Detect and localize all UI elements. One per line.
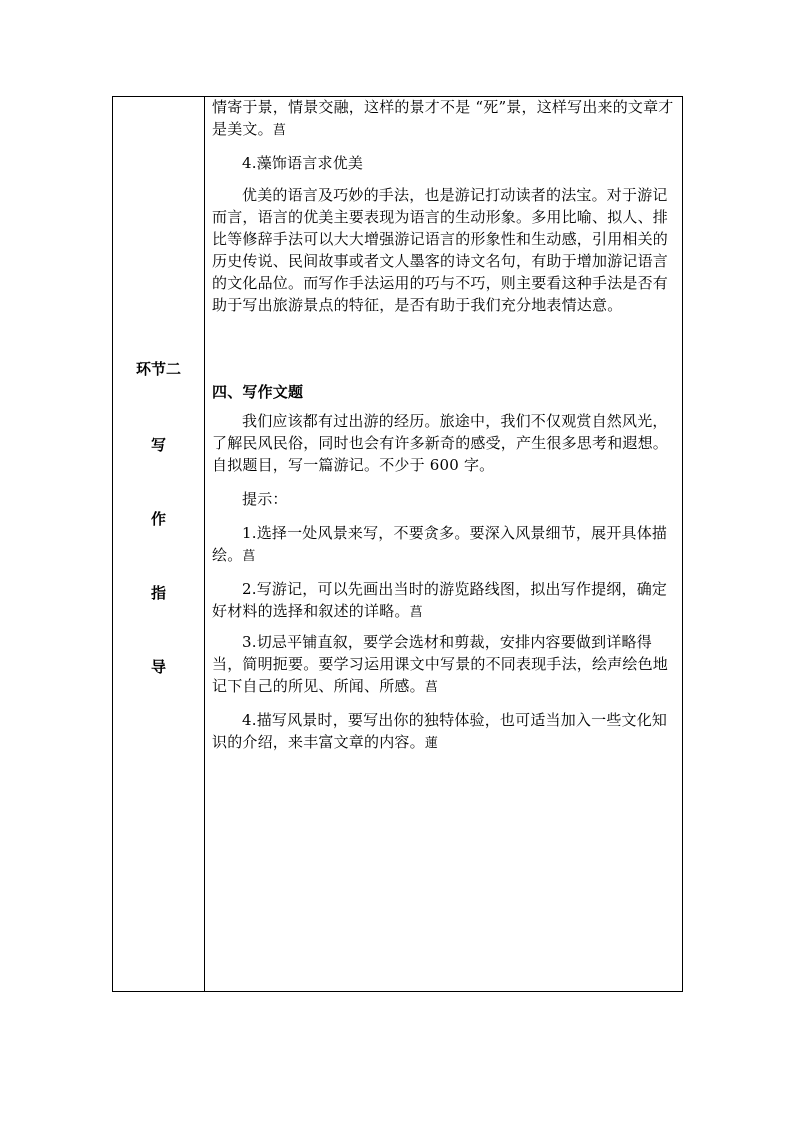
section-heading: 四、写作文题 — [212, 383, 304, 401]
paragraph-continuation: 情寄于景，情景交融，这样的景才不是 “死”景，这样写出来的文章才是美文。菖 — [212, 98, 674, 138]
vertical-char-2: 作 — [150, 510, 166, 528]
stray-mark: 菖 — [272, 123, 287, 138]
lesson-table — [112, 96, 683, 992]
tip-3: 3.切忌平铺直叙，要学会选材和剪裁，安排内容要做到详略得当，简明扼要。要学习运用课文中写景的不同表现手法，绘声绘色地记下自己的所见、所闻、所感。菖 — [212, 633, 669, 695]
tip-1: 1.选择一处风景来写，不要贪多。要深入风景细节，展开具体描绘。菖 — [212, 524, 668, 564]
vertical-char-1: 写 — [150, 436, 166, 454]
vertical-char-4: 导 — [150, 658, 166, 676]
vertical-char-3: 指 — [150, 584, 166, 602]
stray-mark: 蓮 — [424, 736, 439, 751]
stray-mark: 菖 — [424, 680, 439, 695]
paragraph-language: 优美的语言及巧妙的手法，也是游记打动读者的法宝。对于游记而言，语言的优美主要表现为语言的生动形象。多用比喻、拟人、排比等修辞手法可以大大增强游记语言的形象性和生动感，引用相关的历史传说、民间故事或者文人墨客的诗文名句，有助于增加游记语言的文化品位。而写作手法运用的巧与不巧，则主要看这种手法是否有助于写出旅游景点的特征，是否有助于我们充分地表情达意。 — [212, 186, 669, 314]
paragraph-prompt: 我们应该都有过出游的经历。旅途中，我们不仅观赏自然风光，了解民风民俗，同时也会有许多新奇的感受，产生很多思考和遐想。自拟题目，写一篇游记。不少于 600 字。 — [212, 412, 669, 474]
tip-2: 2.写游记，可以先画出当时的游览路线图，拟出写作提纲，确定好材料的选择和叙述的详略。菖 — [212, 580, 668, 620]
left-column — [113, 97, 205, 992]
stray-mark: 菖 — [242, 549, 256, 564]
tip-4: 4.描写风景时，要写出你的独特体验，也可适当加入一些文化知识的介绍，来丰富文章的内容。蓮 — [212, 711, 668, 751]
subheading-4: 4.藻饰语言求优美 — [242, 154, 364, 172]
right-column — [205, 97, 683, 992]
stray-mark: 菖 — [409, 605, 423, 620]
section-label: 环节二 — [135, 360, 181, 378]
tips-label: 提示： — [242, 490, 288, 508]
